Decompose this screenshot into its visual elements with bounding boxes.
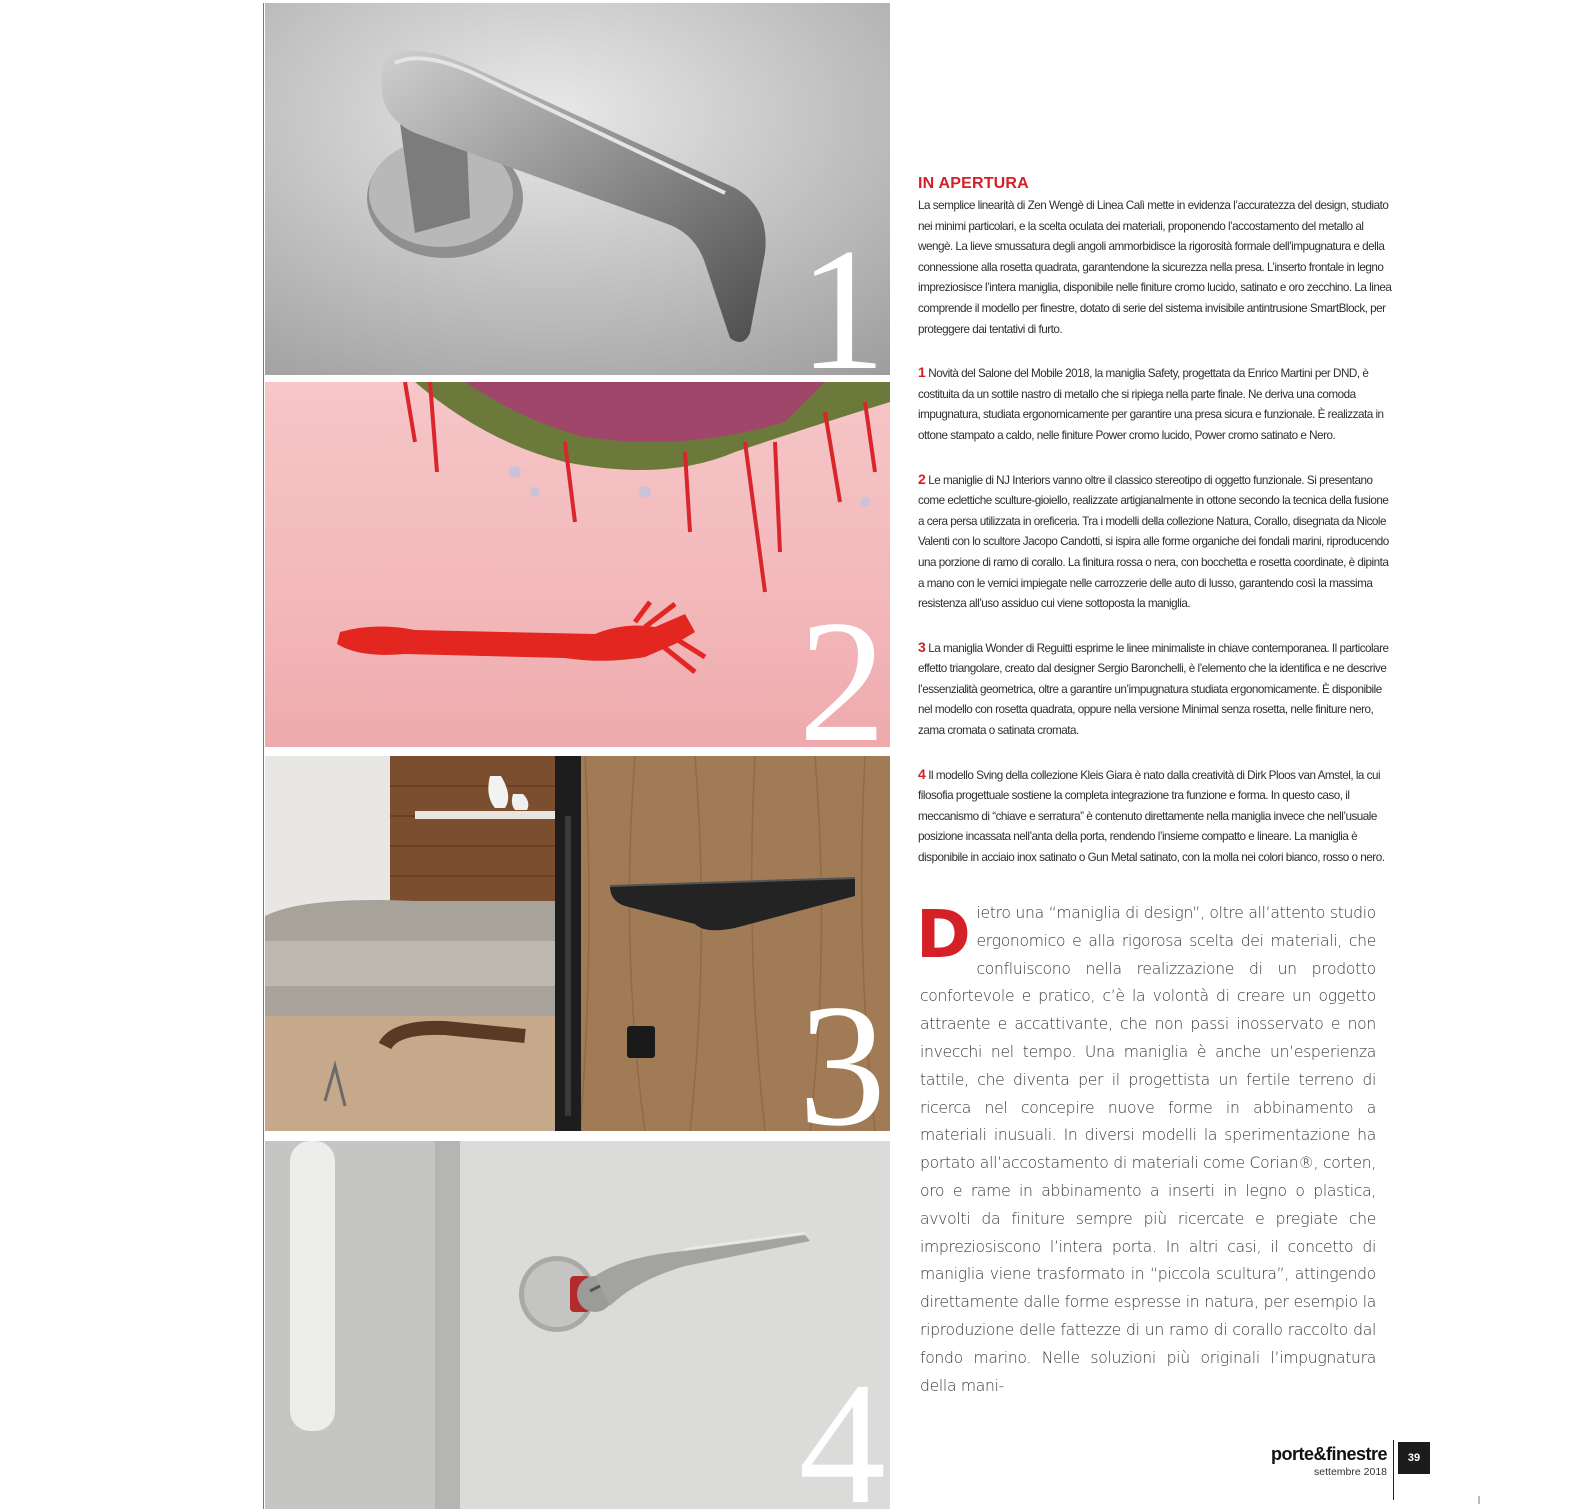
article-text: ietro una “maniglia di design”, oltre all’attento studio ergonomico e alla rigorosa scelta dei materiali, che confluiscono nella realizzazione di un prodotto confortevole e pratico, c’è la volontà di creare un oggetto attraente e accattivante, che non passi inosservato e non invecchi nel tempo. Una maniglia è anche un’esperienza tattile, che diventa per il progettista un fertile terreno di ricerca nel concepire nuove forme in abbinamento a materiali inusuali. In diversi modelli la sperimentazione ha portato all’accostamento di materiali come Corian®, corten, oro e rame in abbinamento a inserti in legno o plastica, avvolti da finiture sempre più ricercate e pregiate che impreziosiscono l’intera porta. In altri casi, il concetto di maniglia viene trasformato in “piccola scultura”, attingendo direttamente dalle forme espresse in natura, per esempio la riproduzione delle fattezze di un ramo di corallo raccolto dal fondo marino. Nelle soluzioni più originali l’impugnatura della mani- <box>920 904 1376 1395</box>
drop-cap: D <box>916 896 971 973</box>
caption-number-1: 1 <box>918 364 926 381</box>
photo-number-1: 1 <box>798 212 886 375</box>
caption-number-4: 4 <box>918 765 926 782</box>
masthead <box>1263 1444 1387 1478</box>
photo-number-3: 3 <box>798 968 886 1131</box>
photo-2-coral-handle <box>265 382 890 747</box>
caption-number-3: 3 <box>918 638 926 655</box>
page-number: 39 <box>1398 1442 1430 1474</box>
intro-caption: La semplice linearità di Zen Wengè di Linea Calì mette in evidenza l’accuratezza del design, studiato nei minimi particolari, e la scelta oculata dei materiali, proponendo l’accostamento del metallo al wengè. La lieve smussatura degli angoli ammorbidisce la rigorosità formale dell’impugnatura e della connessione alla rosetta quadrata, garantendone la sicurezza nella presa. L’inserto frontale in legno impreziosisce l’intera maniglia, disponibile nelle finiture cromo lucido, satinato e oro zecchino. La linea comprende il modello per finestre, dotato di serie del sistema invisibile antintrusione SmartBlock, per proteggere dai tentativi di furto. <box>918 199 1392 336</box>
magazine-logo: porte&finestre <box>1270 1444 1387 1464</box>
corner-mark <box>1478 1496 1480 1504</box>
caption-text-4: Il modello Sving della collezione Kleis Giara è nato dalla creatività di Dirk Ploos van Amstel, la cui filosofia progettuale sostiene la completa integrazione tra funzione e forma. In questo caso, il meccanismo di “chiave e serratura” è contenuto direttamente nella maniglia invece che nell’usuale posizione incassata nell’anta della porta, rendendo l’insieme compatto e lineare. La maniglia è disponibile in acciaio inox satinato o Gun Metal satinato, con la molla nei colori bianco, rosso o nero. <box>918 768 1385 865</box>
article-body <box>916 896 1376 1400</box>
photo-number-2: 2 <box>798 584 886 747</box>
caption-text-2: Le maniglie di NJ Interiors vanno oltre il classico stereotipo di oggetto funzionale. Si presentano come eclettiche sculture-gioiello, realizzate artigianalmente in ottone secondo la tecnica della fusione a cera persa utilizzata in oreficeria. Tra i modelli della collezione Natura, Corallo, disegnata da Nicole Valenti con lo scultore Jacopo Candotti, si ispira alle forme organiche dei fondali marini, riproducendo una porzione di ramo di corallo. La finitura rossa o nera, con bocchetta e rosetta coordinate, è dipinta a mano con le vernici impiegate nelle carrozzerie delle auto di lusso, garantendo così la massima resistenza all’uso assiduo cui viene sottoposta la maniglia. <box>918 473 1389 611</box>
photo-number-4: 4 <box>798 1346 886 1509</box>
photo-1-safety-handle <box>265 3 890 375</box>
caption-number-2: 2 <box>918 470 926 487</box>
captions-column <box>918 175 1396 891</box>
section-heading: IN APERTURA <box>918 175 1029 192</box>
caption-2 <box>918 469 1396 615</box>
caption-4 <box>918 764 1396 869</box>
caption-3 <box>918 637 1396 742</box>
issue-date: settembre 2018 <box>1314 1466 1387 1478</box>
caption-text-3: La maniglia Wonder di Reguitti esprime le linee minimaliste in chiave contemporanea. Il particolare effetto triangolare, creato dal designer Sergio Baronchelli, è l’elemento che la identifica e ne descrive l’essenzialità geometrica, oltre a garantire un’impugnatura studiata ergonomicamente. È disponibile nel modello con rosetta quadrata, oppure nella versione Minimal senza rosetta, nelle finiture nero, zama cromata o satinata cromata. <box>918 641 1389 738</box>
photo-4-sving-handle <box>265 1141 890 1509</box>
caption-1 <box>918 362 1396 446</box>
caption-text-1: Novità del Salone del Mobile 2018, la maniglia Safety, progettata da Enrico Martini per DND, è costituita da un sottile nastro di metallo che si ripiega nella parte finale. Ne deriva una comoda impugnatura, studiata ergonomicamente per garantire una presa sicura e funzionale. È realizzata in ottone stampato a caldo, nelle finiture Power cromo lucido, Power cromo satinato e Nero. <box>918 367 1384 442</box>
left-margin-rule <box>263 3 264 1509</box>
photo-3-wonder-handle <box>265 756 890 1131</box>
masthead-rule <box>1393 1440 1394 1500</box>
